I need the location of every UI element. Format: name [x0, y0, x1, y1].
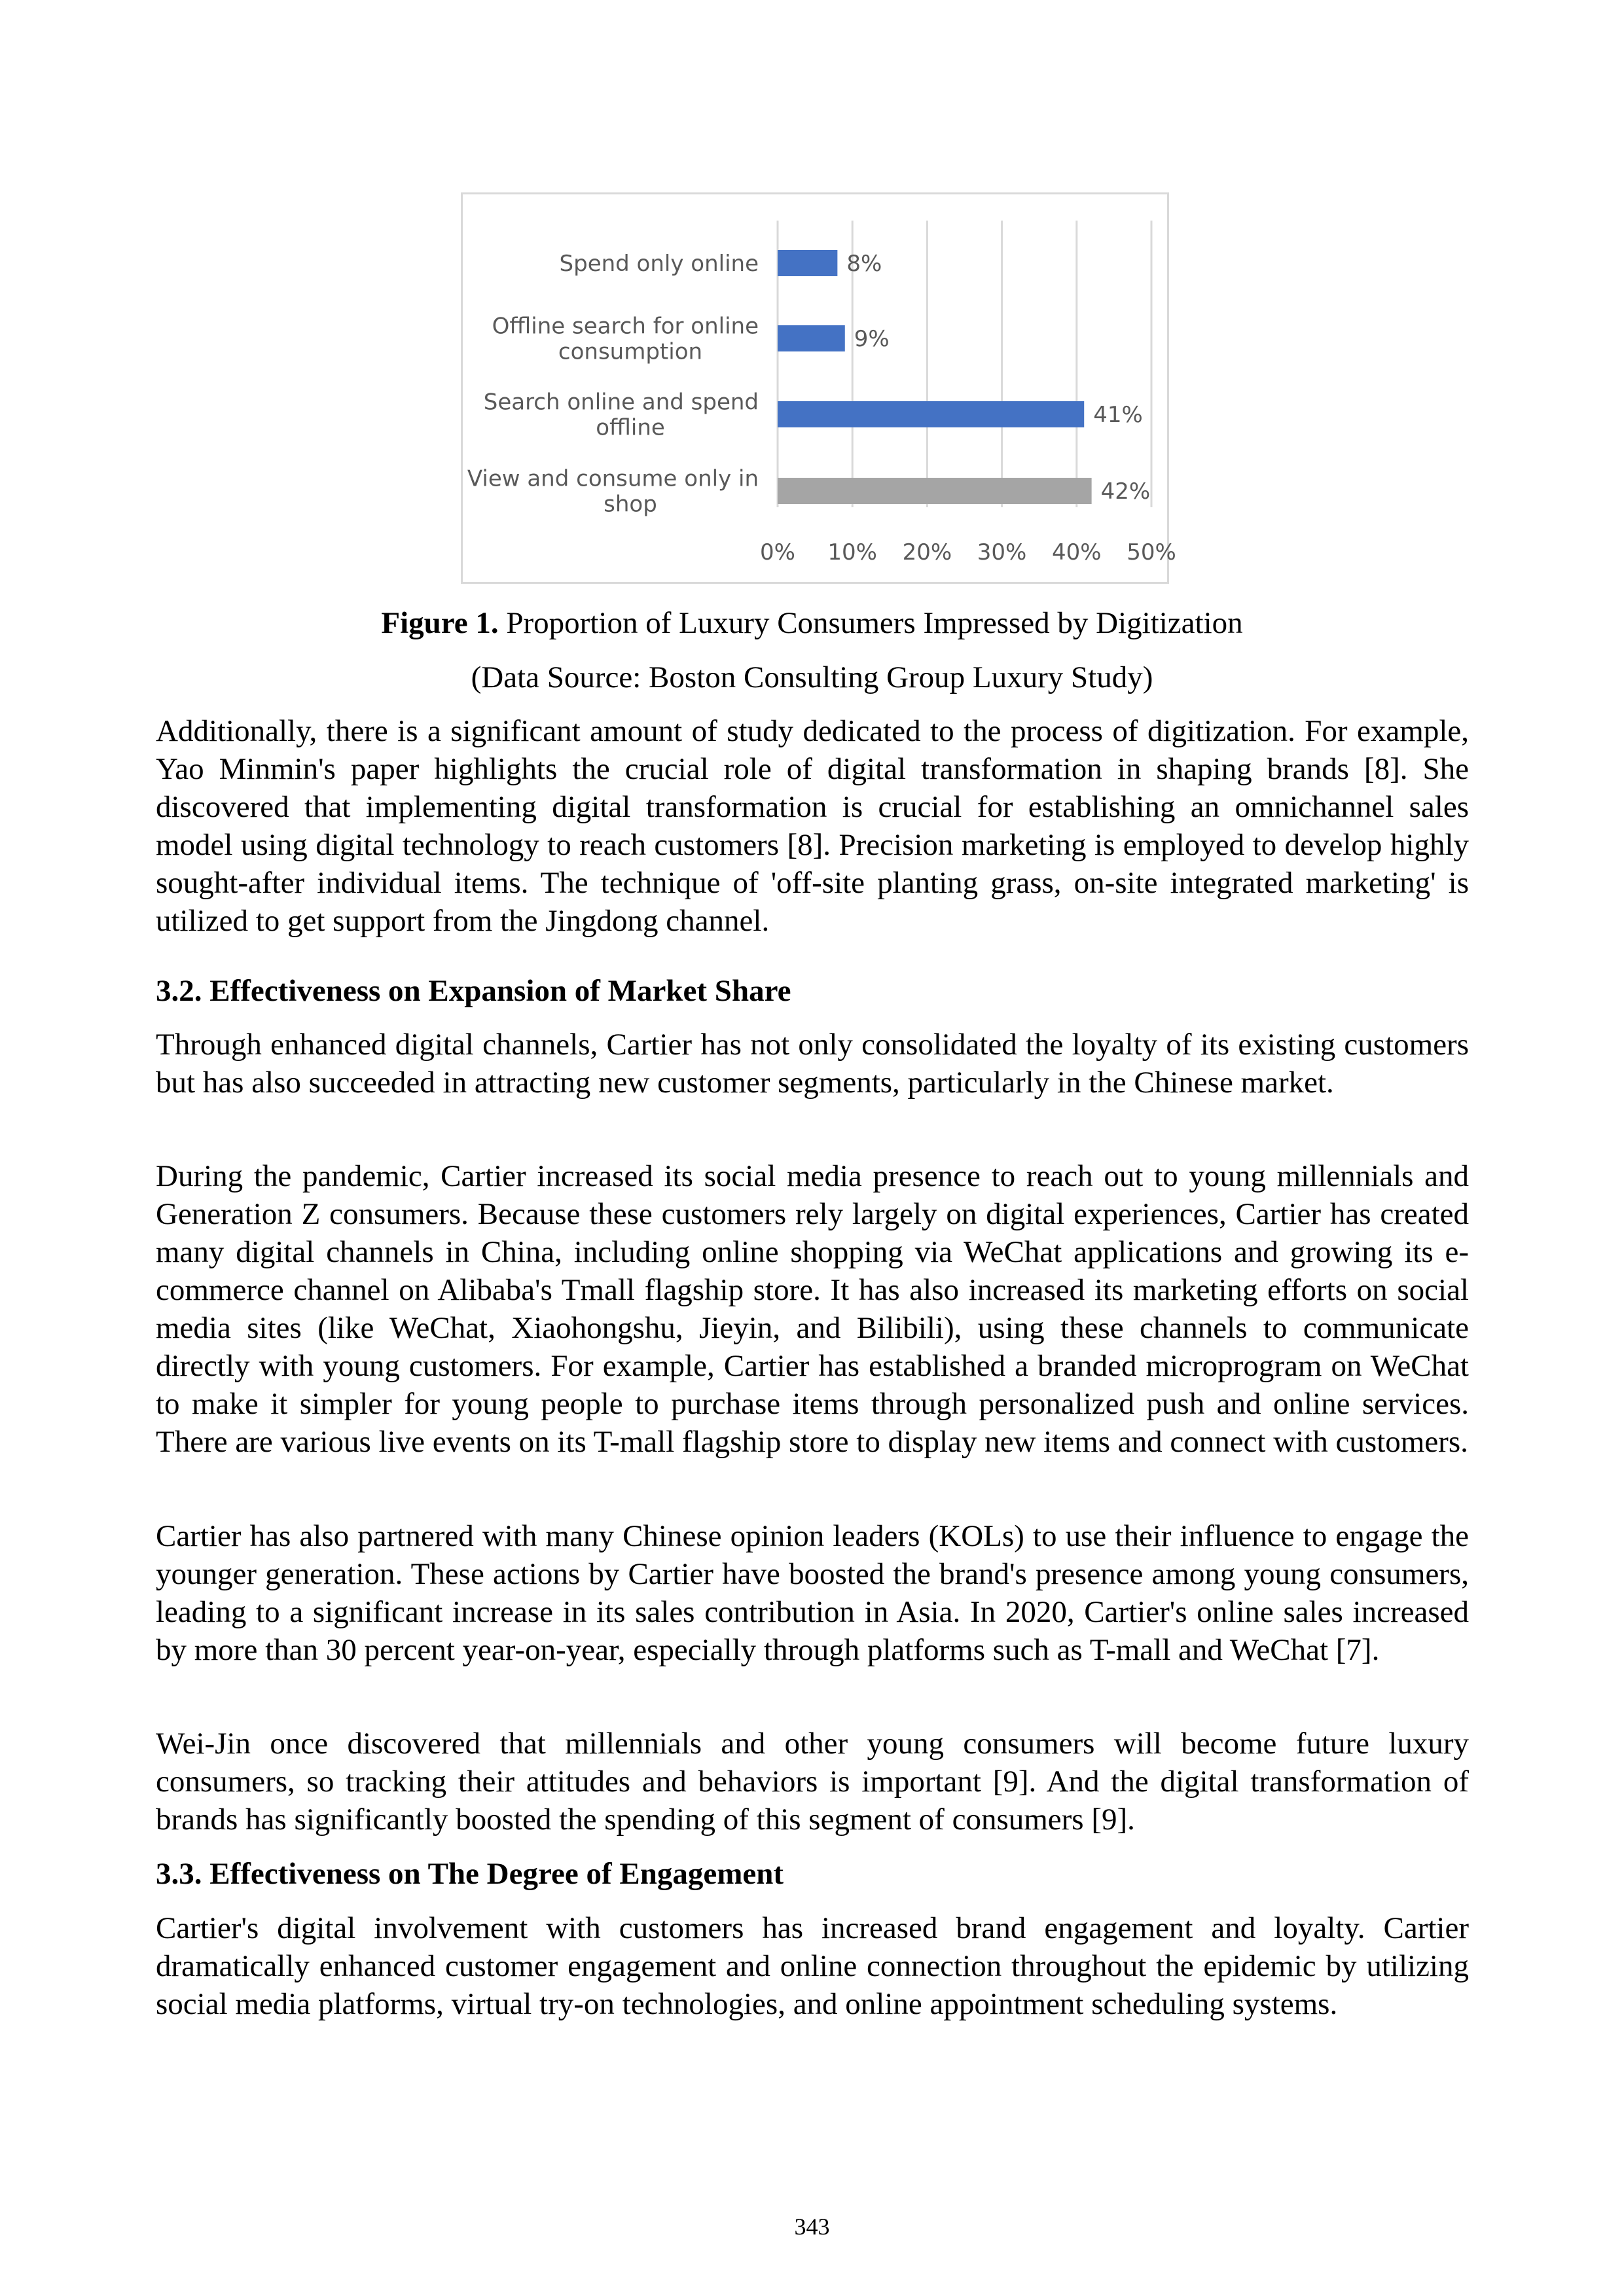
data-label: 9%	[854, 326, 890, 352]
bar	[778, 250, 837, 276]
figure-caption-text: Proportion of Luxury Consumers Impressed by Digitization	[498, 606, 1243, 640]
figure-caption	[0, 603, 1624, 643]
data-label: 42%	[1100, 478, 1151, 505]
data-label: 8%	[846, 251, 882, 277]
figure-label: Figure 1.	[381, 606, 499, 640]
category-label: offline	[596, 414, 665, 441]
category-label: Search online and spend	[483, 389, 759, 416]
section-heading-3-3: 3.3. Effectiveness on The Degree of Engagement	[156, 1857, 784, 1891]
category-label: Spend only online	[559, 251, 759, 277]
x-tick-label: 10%	[827, 539, 877, 565]
x-tick-label: 30%	[977, 539, 1027, 565]
page-number: 343	[794, 2214, 830, 2240]
category-label: consumption	[558, 338, 703, 365]
category-label: shop	[604, 491, 657, 518]
paragraph-pandemic-social-media: During the pandemic, Cartier increased its social media presence to reach out to young millennials and Generation Z consumers. Because these customers rely largely on digital experiences, Cartier has created many digital channels in China, including online shopping via WeChat applications and growing its e-commerce channel on Alibaba's Tmall flagship store. It has also increased its marketing efforts on social media sites (like WeChat, Xiaohongshu, Jieyin, and Bilibili), using these channels to communicate directly with young customers. For example, Cartier has established a branded microprogram on WeChat to make it simpler for young people to purchase items through personalized push and online services. There are various live events on its T-mall flagship store to display new items and connect with customers.	[156, 1159, 1469, 1459]
category-label: View and consume only in	[467, 465, 759, 492]
section-heading-3-2: 3.2. Effectiveness on Expansion of Market Share	[156, 974, 791, 1008]
data-label: 41%	[1093, 402, 1143, 428]
bar-chart	[463, 194, 1176, 582]
x-tick-label: 20%	[902, 539, 952, 565]
paragraph-engagement: Cartier's digital involvement with customers has increased brand engagement and loyalty. Cartier dramatically enhanced customer engagement and online connection throughout the epidemic by utilizing social media platforms, virtual try-on technologies, and online appointment scheduling systems.	[156, 1911, 1469, 2021]
figure-source: (Data Source: Boston Consulting Group Luxury Study)	[471, 660, 1153, 694]
paragraph-digitization-study: Additionally, there is a significant amount of study dedicated to the process of digitization. For example, Yao Minmin's paper highlights the crucial role of digital transformation in shaping brands [8]. She discovered that implementing digital transformation is crucial for establishing an omnichannel sales model using digital technology to reach customers [8]. Precision marketing is employed to develop highly sought-after individual items. The technique of 'off-site planting grass, on-site integrated marketing' is utilized to get support from the Jingdong channel.	[156, 714, 1469, 938]
x-tick-label: 0%	[760, 539, 795, 565]
paragraph-millennials: Wei-Jin once discovered that millennials and other young consumers will become future luxury consumers, so tracking their attitudes and behaviors is important [9]. And the digital transformation of brands has significantly boosted the spending of this segment of consumers [9].	[156, 1727, 1469, 1837]
chart-frame	[461, 192, 1176, 584]
bar	[778, 478, 1092, 504]
paragraph-kol-partnerships: Cartier has also partnered with many Chinese opinion leaders (KOLs) to use their influence to engage the younger generation. These actions by Cartier have boosted the brand's presence among young consumers, leading to a significant increase in its sales contribution in Asia. In 2020, Cartier's online sales increased by more than 30 percent year-on-year, especially through platforms such as T-mall and WeChat [7].	[156, 1519, 1469, 1667]
bar	[778, 401, 1084, 427]
x-tick-label: 50%	[1127, 539, 1176, 565]
category-label: Offline search for online	[492, 313, 759, 340]
x-tick-label: 40%	[1052, 539, 1102, 565]
bar	[778, 325, 845, 351]
paragraph-digital-channels: Through enhanced digital channels, Cartier has not only consolidated the loyalty of its existing customers but has also succeeded in attracting new customer segments, particularly in the Chinese market.	[156, 1028, 1469, 1100]
